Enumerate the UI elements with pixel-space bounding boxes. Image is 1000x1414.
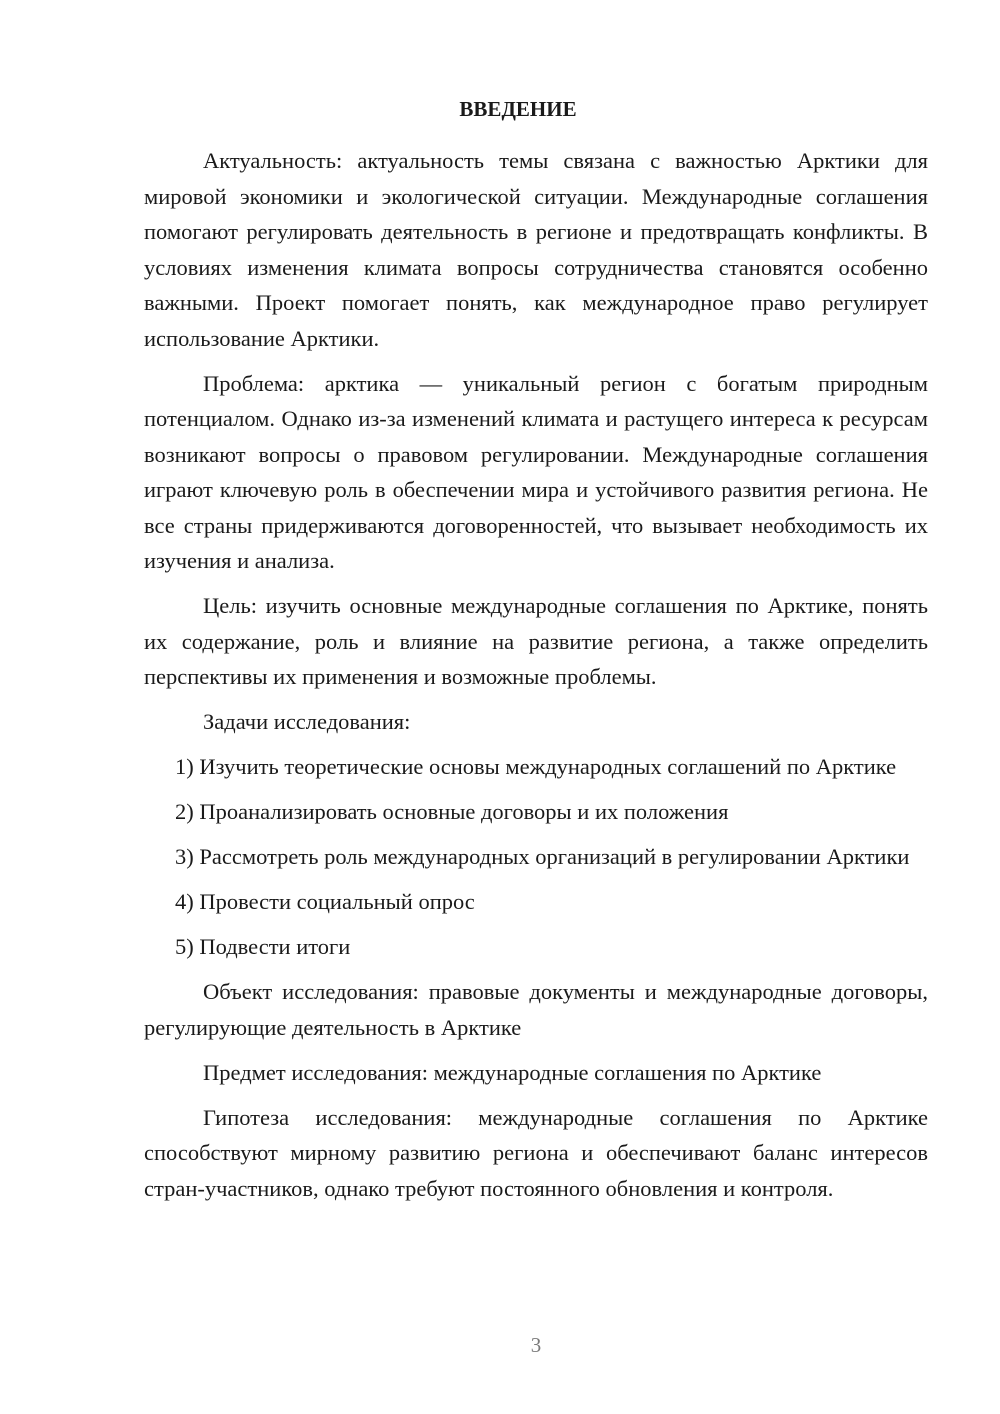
task-item-5: 5) Подвести итоги (175, 934, 351, 959)
task-item-3: 3) Рассмотреть роль международных организаций в регулировании Арктики (175, 844, 910, 869)
paragraph-subject: Предмет исследования: международные соглашения по Арктике (203, 1059, 822, 1085)
paragraph-tasks-heading: Задачи исследования: (203, 709, 411, 734)
task-item-2: 2) Проанализировать основные договоры и их положения (175, 799, 729, 824)
task-item-1: 1) Изучить теоретические основы международных соглашений по Арктике (175, 754, 897, 779)
task-item-4: 4) Провести социальный опрос (175, 889, 475, 914)
document-body (144, 143, 928, 1206)
paragraph-hypothesis: Гипотеза исследования: международные соглашения по Арктике способствуют мирному развитию региона и обеспечивают баланс интересов стран-участников, однако требуют постоянного обновления и контроля. (144, 1104, 928, 1201)
paragraph-relevance: Актуальность: актуальность темы связана с важностью Арктики для мировой экономики и экологической ситуации. Международные соглашения помогают регулировать деятельность в регионе и предотвращать конфликты. В условиях изменения климата вопросы сотрудничества становятся особенно важными. Проект помогает понять, как международное право регулирует использование Арктики. (144, 148, 928, 351)
paragraph-goal: Цель: изучить основные международные соглашения по Арктике, понять их содержание, роль и влияние на развитие региона, а также определить перспективы их применения и возможные проблемы. (144, 593, 928, 689)
page-number: 3 (530, 1333, 542, 1357)
section-title: ВВЕДЕНИЕ (459, 97, 577, 121)
paragraph-object: Объект исследования: правовые документы и международные договоры, регулирующие деятельность в Арктике (144, 979, 928, 1040)
paragraph-problem: Проблема: арктика — уникальный регион с богатым природным потенциалом. Однако из-за изменений климата и растущего интереса к ресурсам возникают вопросы о правовом регулировании. Международные соглашения играют ключевую роль в обеспечении мира и устойчивого развития региона. Не все страны придерживаются договоренностей, что вызывает необходимость их изучения и анализа. (144, 370, 928, 573)
